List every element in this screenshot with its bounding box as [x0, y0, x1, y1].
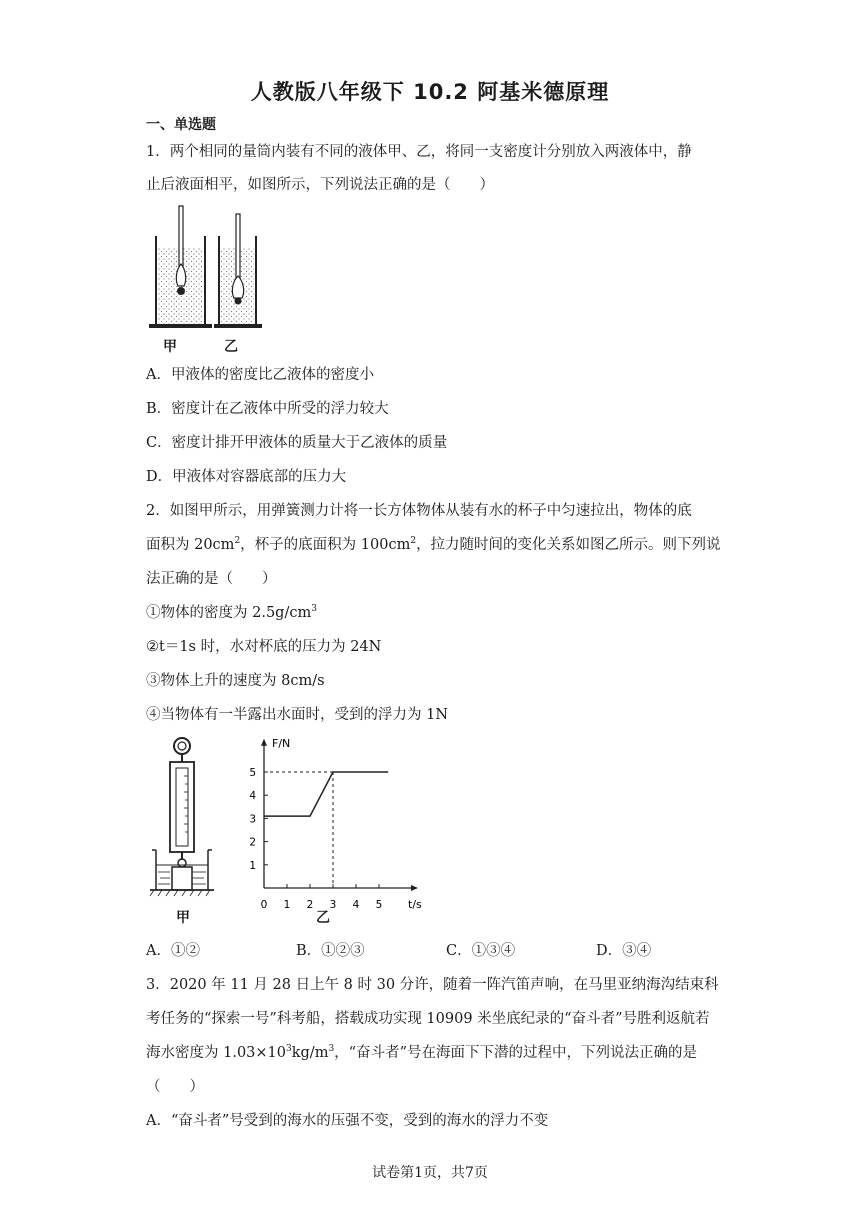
y-tick-label: 5 [249, 767, 256, 779]
q3-stem-line3: 海水密度为 $1.03\times 10^3kg/m^3$，“奋斗者”号在海面下下潜的过程中，下列说法正确的是 [146, 1044, 697, 1061]
q3-stem-line2: 考任务的“探索一号”科考船，搭载成功实现 10909 米坐底纪录的“奋斗者”号胜利返航若 [146, 1011, 710, 1027]
x-axis-arrow [411, 885, 418, 891]
x-tick-label: 2 [306, 899, 314, 911]
q2-stem-line2: 面积为 $20cm^2$，杯子的底面积为 $100cm^2$，拉力随时间的变化关系如图乙所示。则下列说 [146, 536, 721, 553]
q2-figure-spring-scale [148, 732, 218, 902]
q2-stem-line1: 2．如图甲所示，用弹簧测力计将一长方体物体从装有水的杯子中匀速拉出，物体的底 [146, 503, 692, 519]
y-tick-label: 4 [249, 790, 256, 803]
x-axis-label: t/s [408, 898, 422, 911]
q2-option-c: C．①③④ [446, 943, 516, 959]
page-title: 人教版八年级下 10.2 阿基米德原理 [250, 80, 610, 104]
x-tick-label: 4 [352, 899, 360, 911]
q3-option-a: A．“奋斗者”号受到的海水的压强不变，受到的海水的浮力不变 [146, 1113, 549, 1129]
q1-option-a: A．甲液体的密度比乙液体的密度小 [146, 367, 374, 383]
q2-chart-force-time [240, 735, 440, 915]
q2-option-d: D．③④ [596, 943, 652, 959]
q1-fig-label-b: 乙 [224, 339, 238, 355]
x-tick-label: 1 [283, 899, 291, 911]
cylinder-b [214, 214, 262, 328]
cylinder-a [149, 206, 212, 328]
y-tick-label: 2 [249, 836, 256, 849]
y-tick-label: 3 [249, 813, 256, 826]
q3-stem-line1: 3．2020 年 11 月 28 日上午 8 时 30 分许，随着一阵汽笛声响，在马里亚纳海沟结束科 [146, 977, 719, 993]
y-axis-label: F/N [272, 736, 291, 750]
q1-stem-line2: 止后液面相平，如图所示，下列说法正确的是（ ） [146, 177, 494, 193]
q1-option-d: D．甲液体对容器底部的压力大 [146, 469, 347, 485]
q2-option-b: B．①②③ [296, 943, 365, 959]
x-tick-label: 5 [375, 899, 383, 911]
q3-stem-line4: （ ） [146, 1079, 204, 1095]
q2-statement-4: ④当物体有一半露出水面时，受到的浮力为 1N [146, 707, 449, 723]
q2-statement-2: ②t＝1s 时，水对杯底的压力为 24N [146, 639, 382, 655]
x-tick-label: 0 [260, 899, 268, 911]
q2-fig-label-a: 甲 [176, 910, 190, 926]
y-axis-arrow [261, 739, 267, 746]
q1-option-b: B．密度计在乙液体中所受的浮力较大 [146, 401, 389, 417]
q1-stem-line1: 1．两个相同的量筒内装有不同的液体甲、乙，将同一支密度计分别放入两液体中，静 [146, 144, 692, 160]
q2-statement-1: ①物体的密度为 $2.5g/cm^3$ [146, 604, 317, 621]
force-line [264, 772, 388, 816]
q1-option-c: C．密度计排开甲液体的质量大于乙液体的质量 [146, 435, 448, 451]
q2-statement-3: ③物体上升的速度为 8cm/s [146, 673, 325, 689]
x-tick-label: 3 [329, 899, 337, 911]
q1-fig-label-a: 甲 [163, 339, 177, 355]
q2-option-a: A．①② [146, 943, 200, 959]
q2-fig-label-b: 乙 [316, 910, 330, 926]
q2-stem-line3: 法正确的是（ ） [146, 571, 277, 587]
page-footer: 试卷第1页，共7页 [372, 1165, 488, 1181]
section-heading: 一、单选题 [146, 117, 216, 133]
y-tick-label: 1 [249, 859, 256, 872]
